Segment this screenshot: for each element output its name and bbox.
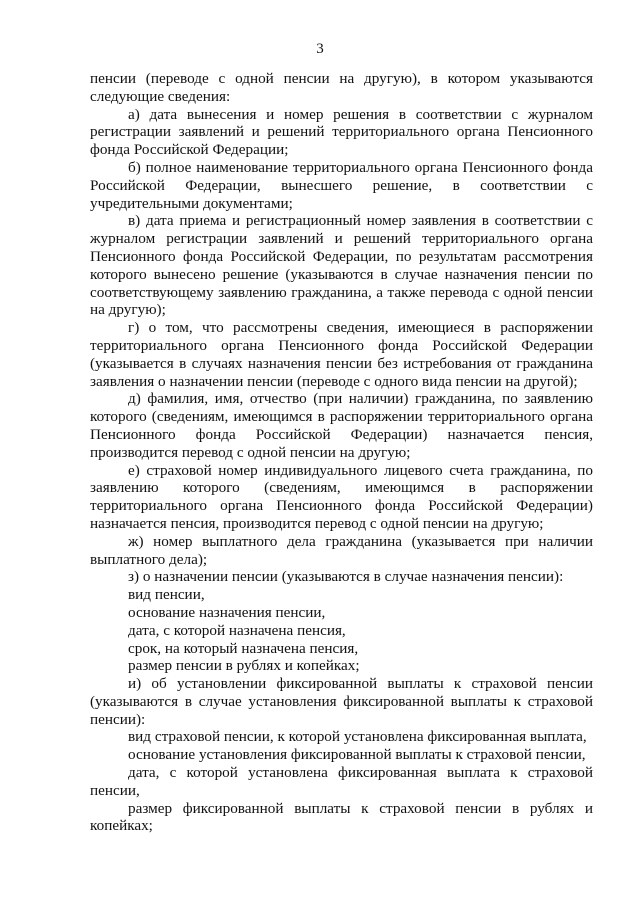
paragraph-item-e: е) страховой номер индивидуального лицевого счета гражданина, по заявлению которого (сведениям, имеющимся в распоряжении территориального органа Пенсионного фонда Российской Федерации) назначается пенсия, производится перевод с одной пенсии на другую; [90, 461, 593, 532]
paragraph-item-i: и) об установлении фиксированной выплаты к страховой пенсии (указываются в случае установления фиксированной выплаты к страховой пенсии): [90, 675, 593, 728]
paragraph-item-zh: ж) номер выплатного дела гражданина (указывается при наличии выплатного дела); [90, 532, 593, 568]
paragraph-item-b: б) полное наименование территориального органа Пенсионного фонда Российской Федерации, вынесшего решение, в соответствии с учредительными документами; [90, 158, 593, 212]
paragraph-item-v: в) дата приема и регистрационный номер заявления в соответствии с журналом регистрации заявлений и решений территориального органа Пенсионного фонда Российской Федерации, по результатам рассмотрения которого вынесено решение (указываются в случае назначения пенсии по соответствующему заявлению гражданина, а также перевода с одной пенсии на другую); [90, 212, 593, 319]
paragraph-item-g: г) о том, что рассмотрены сведения, имеющиеся в распоряжении территориального органа Пенсионного фонда Российской Федерации (указывается в случаях назначения пенсии без истребования от гражданина заявления о назначении пенсии (переводе с одного вида пенсии на другой); [90, 319, 593, 390]
list-item-wrapped: дата, с которой установлена фиксированная выплата к страховой пенсии, [90, 764, 593, 799]
list-item: вид пенсии, [128, 586, 205, 604]
list-item: размер пенсии в рублях и копейках; [128, 657, 360, 675]
paragraph-intro: пенсии (переводе с одной пенсии на другую), в котором указываются следующие сведения: [90, 70, 593, 105]
paragraph-item-a: а) дата вынесения и номер решения в соответствии с журналом регистрации заявлений и решений территориального органа Пенсионного фонда Российской Федерации; [90, 105, 593, 159]
list-item: срок, на который назначена пенсия, [128, 639, 359, 657]
page-number: 3 [316, 41, 324, 57]
list-item: основание назначения пенсии, [128, 603, 326, 621]
list-item: дата, с которой назначена пенсия, [128, 621, 346, 639]
list-item-wrapped: размер фиксированной выплаты к страховой пенсии в рублях и копейках; [90, 799, 593, 835]
paragraph-item-z: з) о назначении пенсии (указываются в случае назначения пенсии): [128, 568, 564, 586]
document-body [90, 70, 593, 835]
paragraph-item-d: д) фамилия, имя, отчество (при наличии) гражданина, по заявлению которого (сведениям, имеющимся в распоряжении территориального органа Пенсионного фонда Российской Федерации) назначается пенсия, производится перевод с одной пенсии на другую; [90, 390, 593, 461]
list-item: основание установления фиксированной выплаты к страховой пенсии, [128, 746, 586, 764]
list-item: вид страховой пенсии, к которой установлена фиксированная выплата, [128, 728, 587, 746]
